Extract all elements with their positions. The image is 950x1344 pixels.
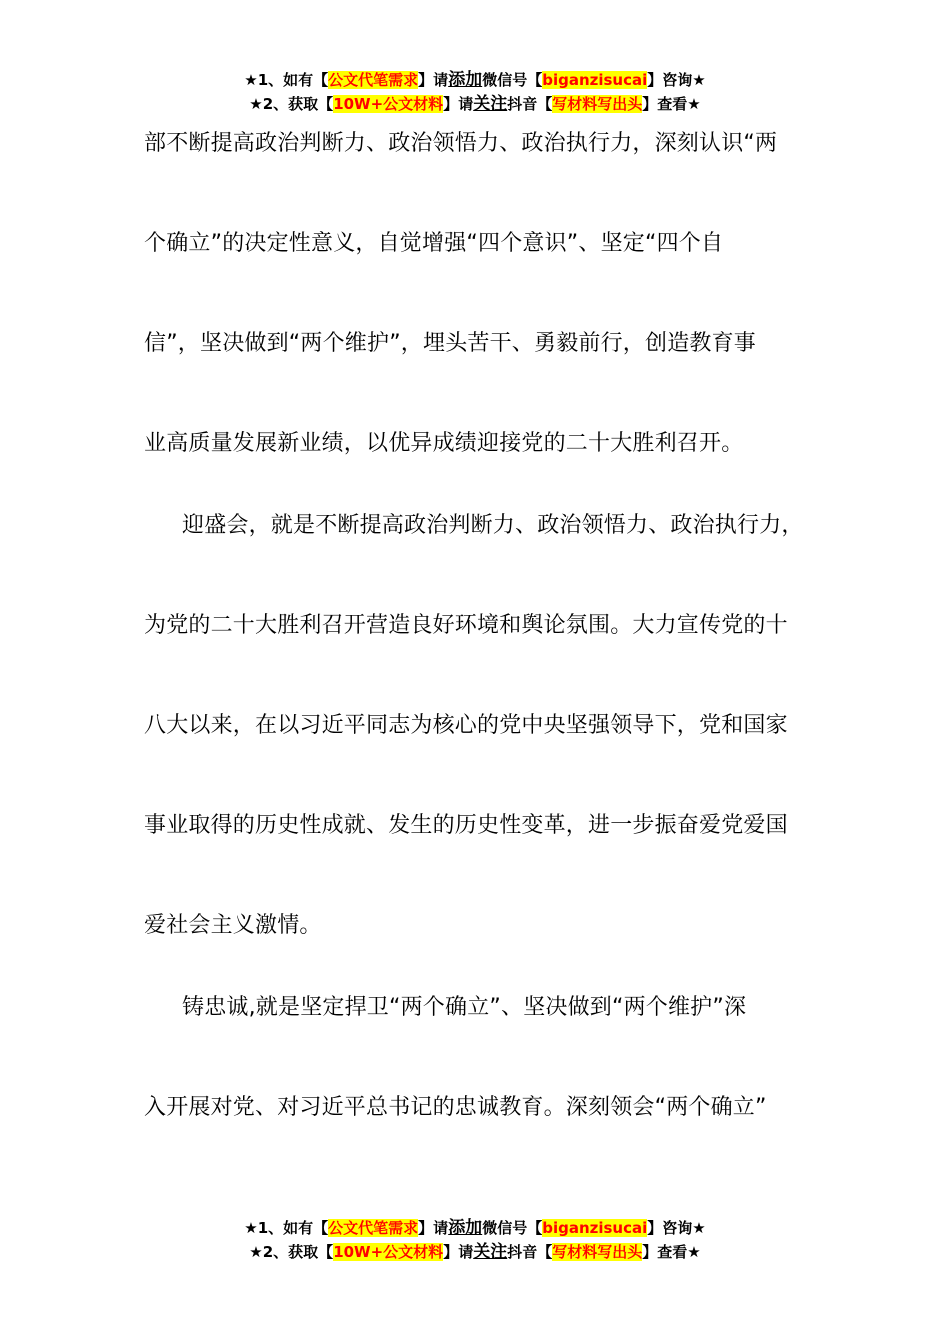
text-line: 爱社会主义激情。 — [144, 913, 322, 938]
text-line: 事业取得的历史性成就、发生的历史性变革，进一步振奋爱党爱国 — [144, 813, 788, 838]
highlight-wechat-id: biganzisucai — [542, 1219, 648, 1237]
text-line: 业高质量发展新业绩，以优异成绩迎接党的二十大胜利召开。 — [144, 431, 744, 456]
text-line: 个确立”的决定性意义，自觉增强“四个意识”、坚定“四个自 — [144, 231, 724, 256]
highlight-materials: 10W+公文材料 — [333, 95, 444, 113]
paragraph-start: 铸忠诚,就是坚定捍卫“两个确立”、坚决做到“两个维护”深 — [182, 995, 747, 1020]
paragraph-start: 迎盛会，就是不断提高政治判断力、政治领悟力、政治执行力， — [182, 513, 804, 538]
banner-line-1: ★1、如有【公文代笔需求】请添加微信号【biganzisucai】咨询★ — [244, 1218, 706, 1238]
highlight-service: 公文代笔需求 — [328, 1219, 419, 1237]
header-banner — [0, 68, 950, 116]
highlight-materials: 10W+公文材料 — [333, 1243, 444, 1261]
text-line: 部不断提高政治判断力、政治领悟力、政治执行力，深刻认识“两 — [144, 131, 778, 156]
text-line: 信”，坚决做到“两个维护”，埋头苦干、勇毅前行，创造教育事 — [144, 331, 756, 356]
text-line: 为党的二十大胜利召开营造良好环境和舆论氛围。大力宣传党的十 — [144, 613, 788, 638]
highlight-wechat-id: biganzisucai — [542, 71, 648, 89]
text-line: 八大以来，在以习近平同志为核心的党中央坚强领导下，党和国家 — [144, 713, 788, 738]
banner-line-1: ★1、如有【公文代笔需求】请添加微信号【biganzisucai】咨询★ — [244, 70, 706, 90]
text-line: 入开展对党、对习近平总书记的忠诚教育。深刻领会“两个确立” — [144, 1095, 767, 1120]
banner-line-2: ★2、获取【10W+公文材料】请关注抖音【写材料写出头】查看★ — [249, 1242, 701, 1262]
highlight-douyin-id: 写材料写出头 — [552, 1243, 643, 1261]
footer-banner — [0, 1216, 950, 1264]
banner-line-2: ★2、获取【10W+公文材料】请关注抖音【写材料写出头】查看★ — [249, 94, 701, 114]
highlight-douyin-id: 写材料写出头 — [552, 95, 643, 113]
highlight-service: 公文代笔需求 — [328, 71, 419, 89]
